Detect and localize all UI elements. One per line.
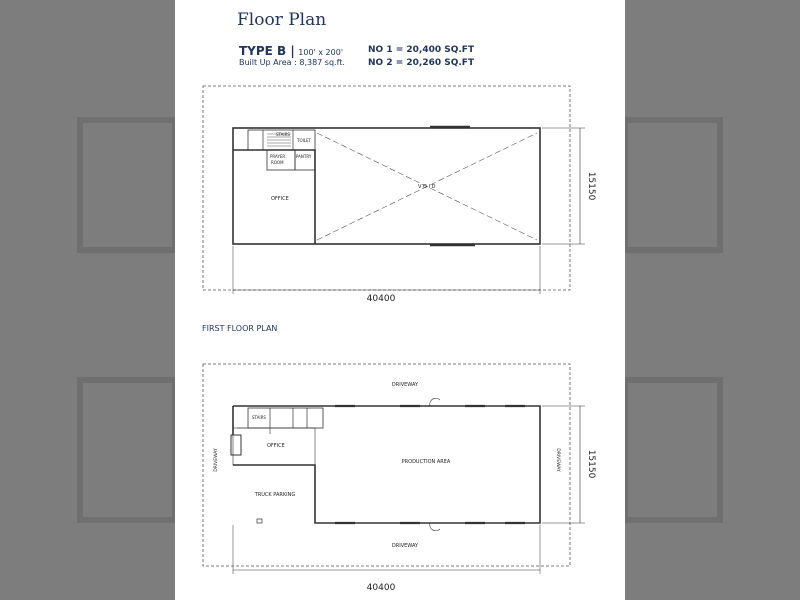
- plan2-depth-dimension: 15150: [586, 449, 596, 479]
- label-room: ROOM: [271, 160, 284, 165]
- page-title: Floor Plan: [237, 10, 327, 30]
- site-boundary: [203, 86, 570, 290]
- plan1-depth-dimension: 15150: [586, 171, 596, 201]
- building-outline: [233, 128, 540, 244]
- type-label: TYPE B |: [239, 44, 295, 58]
- label-pantry: PANTRY: [296, 154, 312, 159]
- label-driveway-right: DRIVEWAY: [555, 448, 560, 472]
- unit-area-no1: NO 1 = 20,400 SQ.FT: [368, 45, 475, 55]
- label-driveway-top: DRIVEWAY: [391, 382, 419, 388]
- label-driveway-left: DRIVEWAY: [214, 448, 219, 472]
- mezzanine-floor-plan: [175, 0, 625, 320]
- label-void: V O I D: [418, 184, 436, 190]
- unit-area-no2: NO 2 = 20,260 SQ.FT: [368, 58, 475, 68]
- label-office-2: OFFICE: [267, 443, 285, 449]
- built-up-area: Built Up Area : 8,387 sq.ft.: [239, 58, 345, 67]
- floor-plan-page: [175, 0, 625, 600]
- building-outline-2: [233, 406, 540, 523]
- section-title-first-floor: FIRST FLOOR PLAN: [202, 324, 278, 333]
- label-driveway-bottom: DRIVEWAY: [391, 543, 419, 549]
- label-stairs-2: STAIRS: [252, 415, 266, 420]
- label-truck-parking: TRUCK PARKING: [254, 492, 296, 498]
- plan2-width-dimension: 40400: [366, 583, 396, 593]
- type-dimensions: 100' x 200': [298, 48, 344, 57]
- label-production-area: PRODUCTION AREA: [401, 459, 451, 465]
- label-toilet: TOILET: [297, 138, 311, 143]
- label-prayer: PRAYER: [270, 154, 286, 159]
- label-office: OFFICE: [271, 196, 289, 202]
- ground-floor-plan: [175, 320, 625, 600]
- plan1-width-dimension: 40400: [366, 294, 396, 304]
- label-stairs: STAIRS: [276, 132, 290, 137]
